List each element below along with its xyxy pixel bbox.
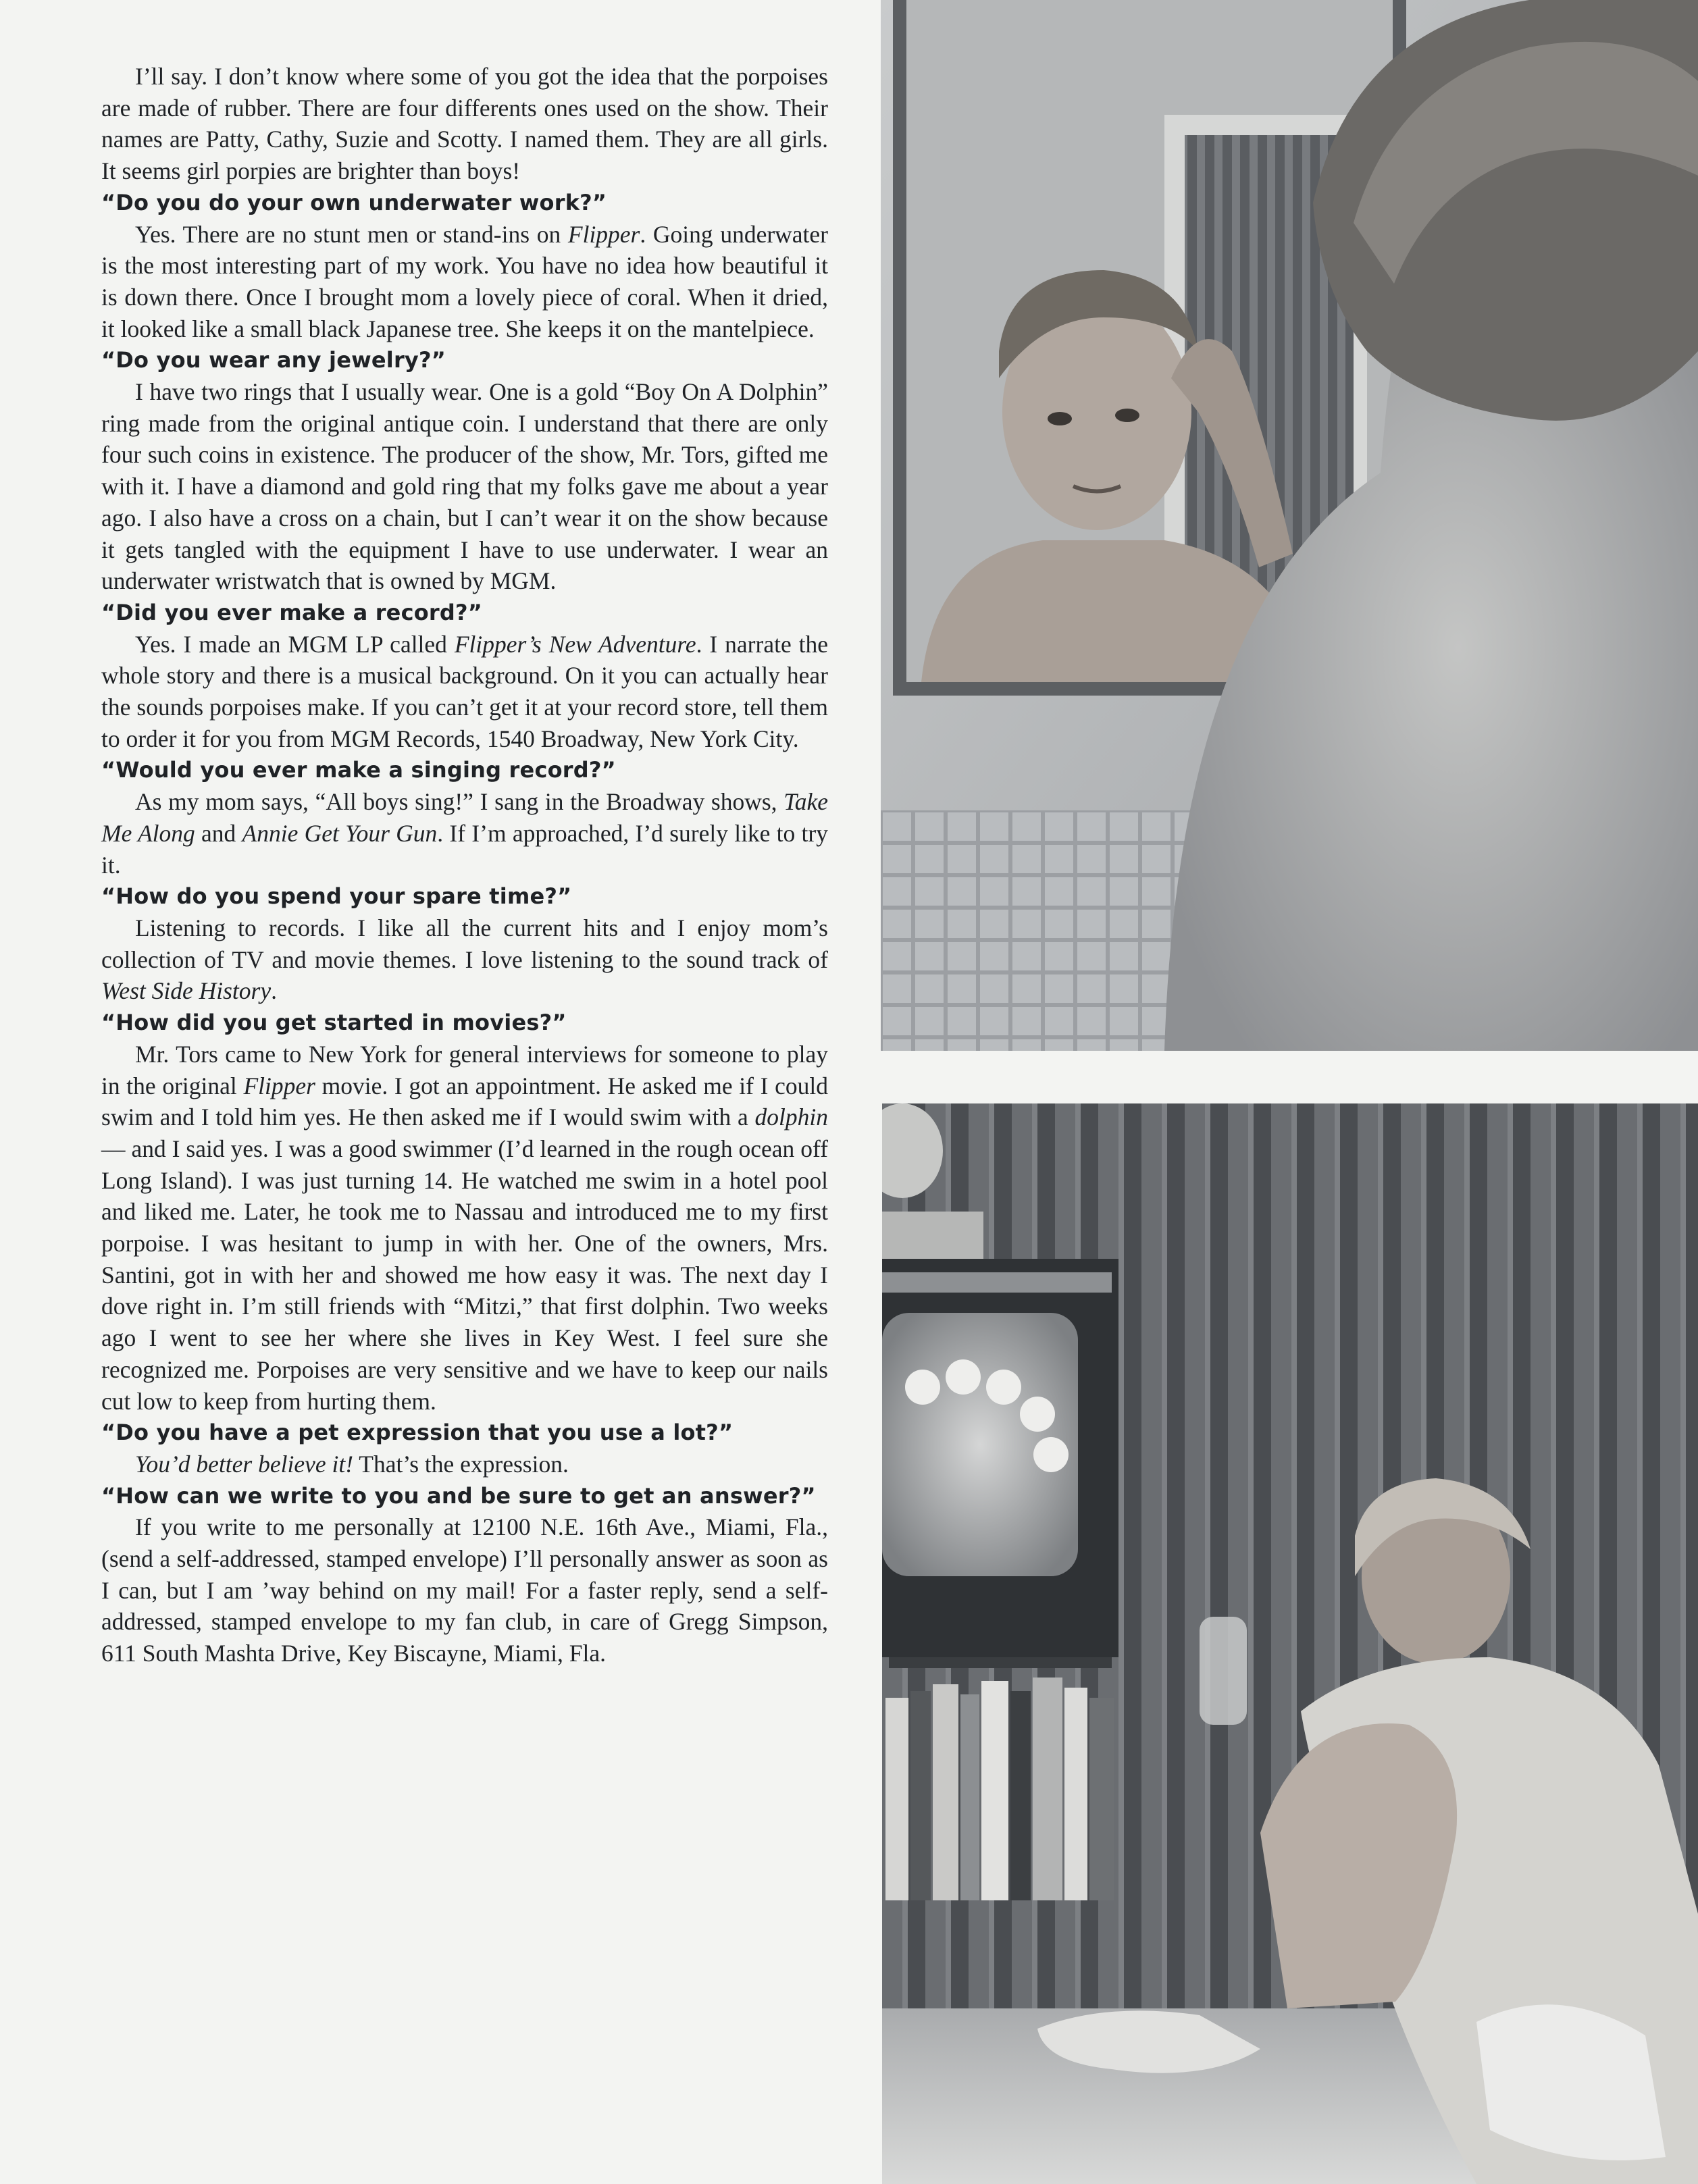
answer-spare-time: Listening to records. I like all the current hits and I enjoy mom’s collection of TV and movie themes. I love listening to the sound track of West Side History. <box>101 914 828 1005</box>
photo-tv-room-image <box>882 1103 1698 2184</box>
question-pet-expression: “Do you have a pet expression that you use a lot?” <box>101 1420 734 1446</box>
question-write-to-you: “How can we write to you and be sure to get an answer?” <box>101 1482 816 1509</box>
answer-write-to-you: If you write to me personally at 12100 N.E. 16th Ave., Miami, Fla., (send a self-addressed, stamped envelope) I’ll personally answer as soon as I can, but I am ’way behind on my mail! For a faster reply, send a self-addressed, stamped envelope to my fan club, in care of Gregg Simpson, 611 South Mashta Drive, Key Biscayne, Miami, Fla. <box>101 1513 828 1667</box>
answer-started-movies: Mr. Tors came to New York for general interviews for someone to play in the original Flipper movie. I got an appointment. He asked me if I could swim and I told him yes. He then asked me if I would swim with a dolphin — and I said yes. I was a good swimmer (I’d learned in the rough ocean off Long Island). I was just turning 14. He watched me swim in a hotel pool and liked me. Later, he took me to Nassau and introduced me to my first porpoise. I was hesitant to jump in with her. One of the owners, Mrs. Santini, got in with her and showed me how easy it was. The next day I dove right in. I’m still friends with “Mitzi,” that first dolphin. Two weeks ago I went to see her where she lives in Key West. I feel sure she recognized me. Porpoises are very sensitive and we have to keep our nails cut low to keep from hurting them. <box>101 1040 828 1415</box>
article-column <box>101 61 828 1669</box>
answer-underwater-work: Yes. There are no stunt men or stand-ins on Flipper. Going underwater is the most interesting part of my work. You have no idea how beautiful it is down there. Once I brought mom a lovely piece of coral. When it dried, it looked like a small black Japanese tree. She keeps it on the mantelpiece. <box>101 220 828 342</box>
intro-paragraph: I’ll say. I don’t know where some of you got the idea that the porpoises are made of rubber. There are four differents ones used on the show. Their names are Patty, Cathy, Suzie and Scotty. I named them. They are all girls. It seems girl porpies are brighter than boys! <box>101 63 828 185</box>
photo-tv-room <box>882 1103 1698 2184</box>
question-record: “Did you ever make a record?” <box>101 599 483 625</box>
question-started-movies: “How did you get started in movies?” <box>101 1010 567 1036</box>
question-jewelry: “Do you wear any jewelry?” <box>101 347 446 373</box>
question-singing-record: “Would you ever make a singing record?” <box>101 757 616 783</box>
question-spare-time: “How do you spend your spare time?” <box>101 883 572 910</box>
answer-pet-expression: You’d better believe it! That’s the expression. <box>135 1450 569 1478</box>
photo-mirror <box>881 0 1698 1051</box>
question-underwater-work: “Do you do your own underwater work?” <box>101 189 607 215</box>
answer-singing-record: As my mom says, “All boys sing!” I sang in the Broadway shows, Take Me Along and Annie Get Your Gun. If I’m approached, I’d surely like to try it. <box>101 788 828 879</box>
photo-mirror-image <box>881 0 1698 1051</box>
answer-record: Yes. I made an MGM LP called Flipper’s New Adventure. I narrate the whole story and there is a musical background. On it you can actually hear the sounds porpoises make. If you can’t get it at your record store, tell them to order it for you from MGM Records, 1540 Broadway, New York City. <box>101 630 829 752</box>
answer-jewelry: I have two rings that I usually wear. One is a gold “Boy On A Dolphin” ring made from the original antique coin. I understand that there are only four such coins in existence. The producer of the show, Mr. Tors, gifted me with it. I have a diamond and gold ring that my folks gave me about a year ago. I also have a cross on a chain, but I can’t wear it on the show because it gets tangled with the equipment I have to use underwater. I wear an underwater wristwatch that is owned by MGM. <box>101 378 828 595</box>
